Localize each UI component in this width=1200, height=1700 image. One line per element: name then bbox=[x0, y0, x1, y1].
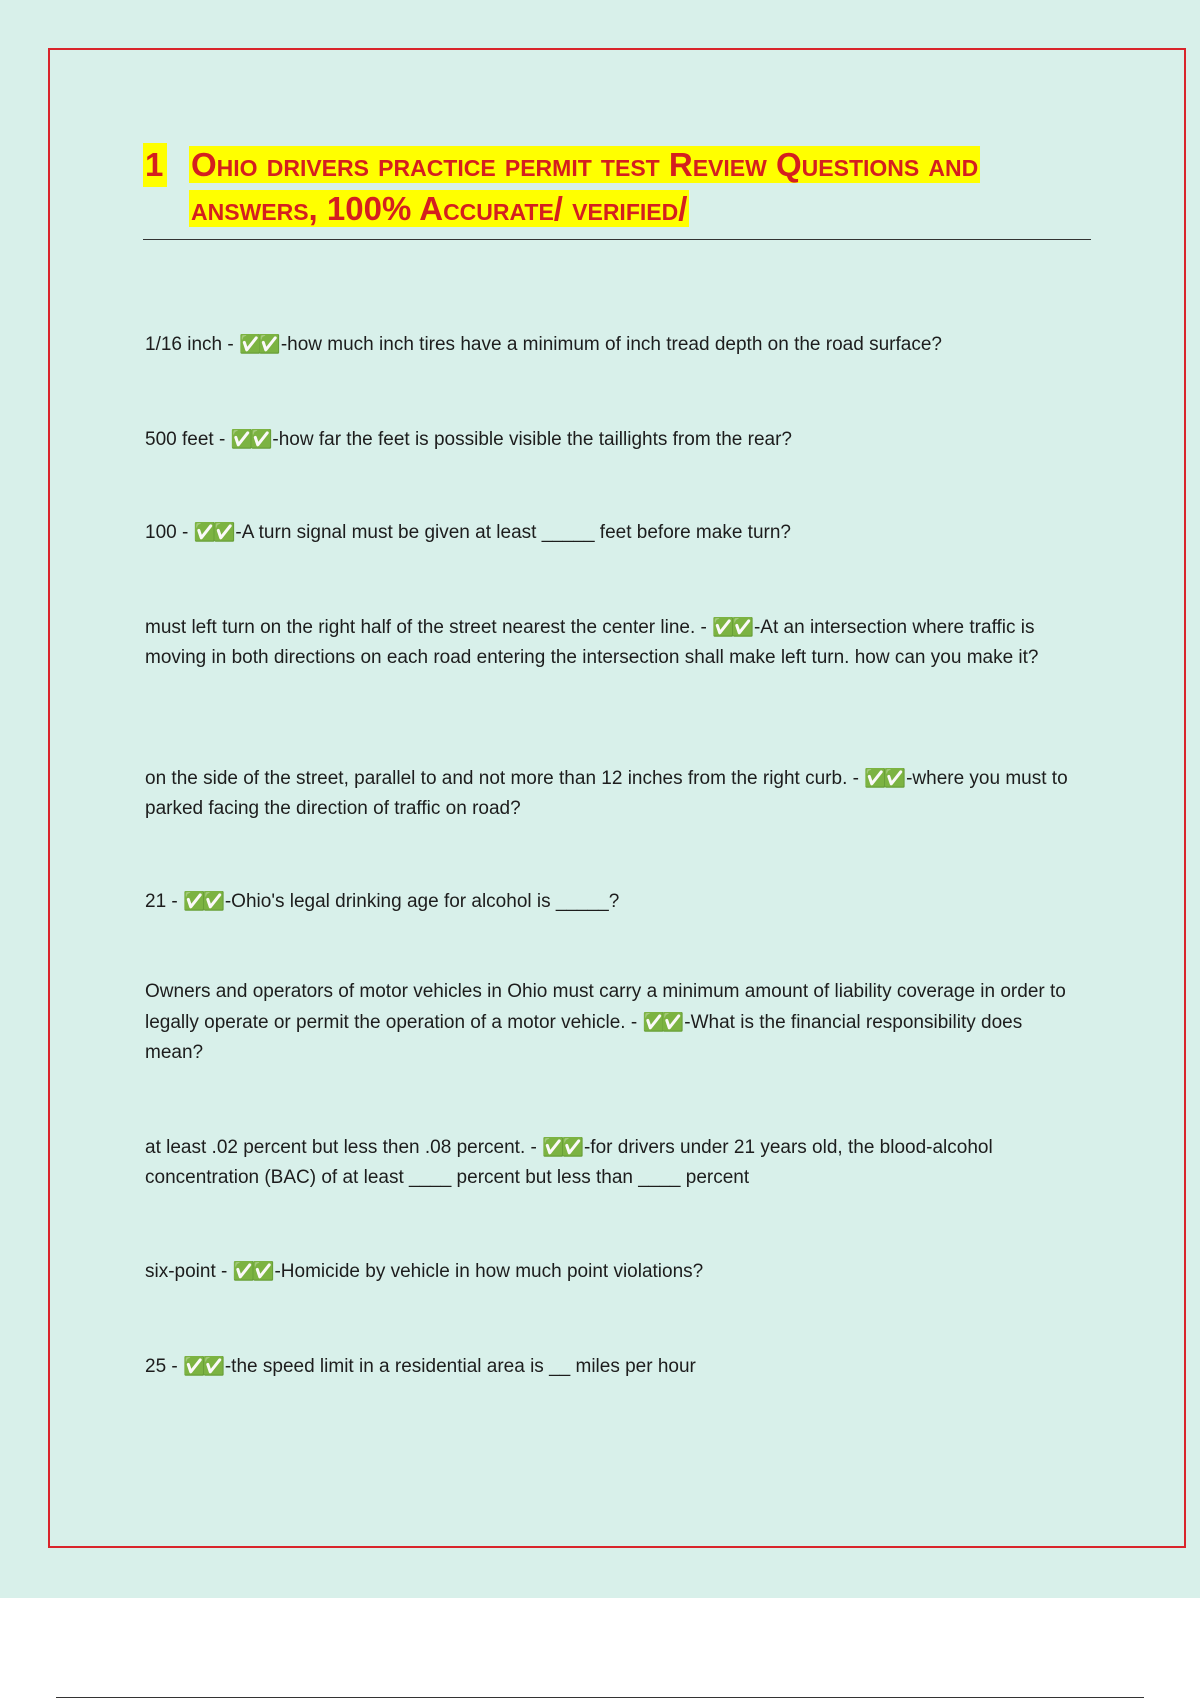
answer-text: 25 - bbox=[145, 1356, 184, 1377]
qa-item bbox=[145, 424, 1085, 455]
double-check-icon: ✅✅ bbox=[193, 522, 233, 542]
answer-text: must left turn on the right half of the street nearest the center line. - bbox=[145, 617, 713, 638]
question-text: -Ohio's legal drinking age for alcohol is _____? bbox=[224, 891, 620, 912]
question-text: -how far the feet is possible visible the taillights from the rear? bbox=[272, 429, 792, 450]
double-check-icon: ✅✅ bbox=[232, 1261, 272, 1281]
heading-title: Ohio drivers practice permit test Review Questions and answers, 100% Accurate/ verified/ bbox=[191, 146, 979, 227]
answer-text: 500 feet - bbox=[145, 429, 231, 450]
heading-number: 1 bbox=[143, 143, 167, 187]
question-text: -What is the financial responsibility does mean? bbox=[145, 1012, 1023, 1063]
answer-text: 1/16 inch - bbox=[145, 334, 239, 355]
qa-item bbox=[145, 763, 1085, 824]
qa-item bbox=[145, 1132, 1085, 1193]
answer-text: on the side of the street, parallel to and not more than 12 inches from the right curb. - bbox=[145, 768, 865, 789]
double-check-icon: ✅✅ bbox=[712, 617, 751, 637]
question-text: -the speed limit in a residential area is __ miles per hour bbox=[224, 1356, 696, 1377]
question-text: -Homicide by vehicle in how much point violations? bbox=[274, 1261, 704, 1282]
qa-item bbox=[145, 886, 1085, 917]
question-text: -At an intersection where traffic is moving in both directions on each road entering the intersection shall make left turn. how can you make it? bbox=[145, 617, 1039, 668]
qa-item bbox=[145, 329, 1085, 360]
double-check-icon: ✅✅ bbox=[642, 1012, 682, 1032]
qa-item bbox=[145, 977, 1085, 1068]
double-check-icon: ✅✅ bbox=[183, 1356, 222, 1376]
question-text: -where you must to parked facing the direction of traffic on road? bbox=[145, 768, 1068, 819]
qa-item bbox=[145, 1351, 1085, 1382]
answer-text: at least .02 percent but less then .08 percent. - bbox=[145, 1137, 543, 1158]
qa-item bbox=[145, 612, 1085, 673]
question-text: -for drivers under 21 years old, the blood-alcohol concentration (BAC) of at least ____ percent but less than ____ percent bbox=[145, 1137, 993, 1188]
qa-item bbox=[145, 1256, 1085, 1287]
answer-text: Owners and operators of motor vehicles in Ohio must carry a minimum amount of liability coverage in order to legally operate or permit the operation of a motor vehicle. - bbox=[145, 981, 1066, 1033]
question-text: -how much inch tires have a minimum of inch tread depth on the road surface? bbox=[280, 334, 942, 355]
double-check-icon: ✅✅ bbox=[542, 1137, 581, 1157]
double-check-icon: ✅✅ bbox=[230, 429, 270, 449]
qa-item bbox=[145, 517, 1085, 548]
answer-text: 21 - bbox=[145, 891, 184, 912]
double-check-icon: ✅✅ bbox=[239, 334, 278, 354]
document-heading bbox=[143, 143, 1091, 240]
answer-text: six-point - bbox=[145, 1261, 233, 1282]
double-check-icon: ✅✅ bbox=[183, 891, 222, 911]
question-text: -A turn signal must be given at least _____ feet before make turn? bbox=[235, 522, 791, 543]
double-check-icon: ✅✅ bbox=[864, 768, 904, 788]
footer-rule bbox=[56, 1697, 1144, 1698]
answer-text: 100 - bbox=[145, 522, 194, 543]
